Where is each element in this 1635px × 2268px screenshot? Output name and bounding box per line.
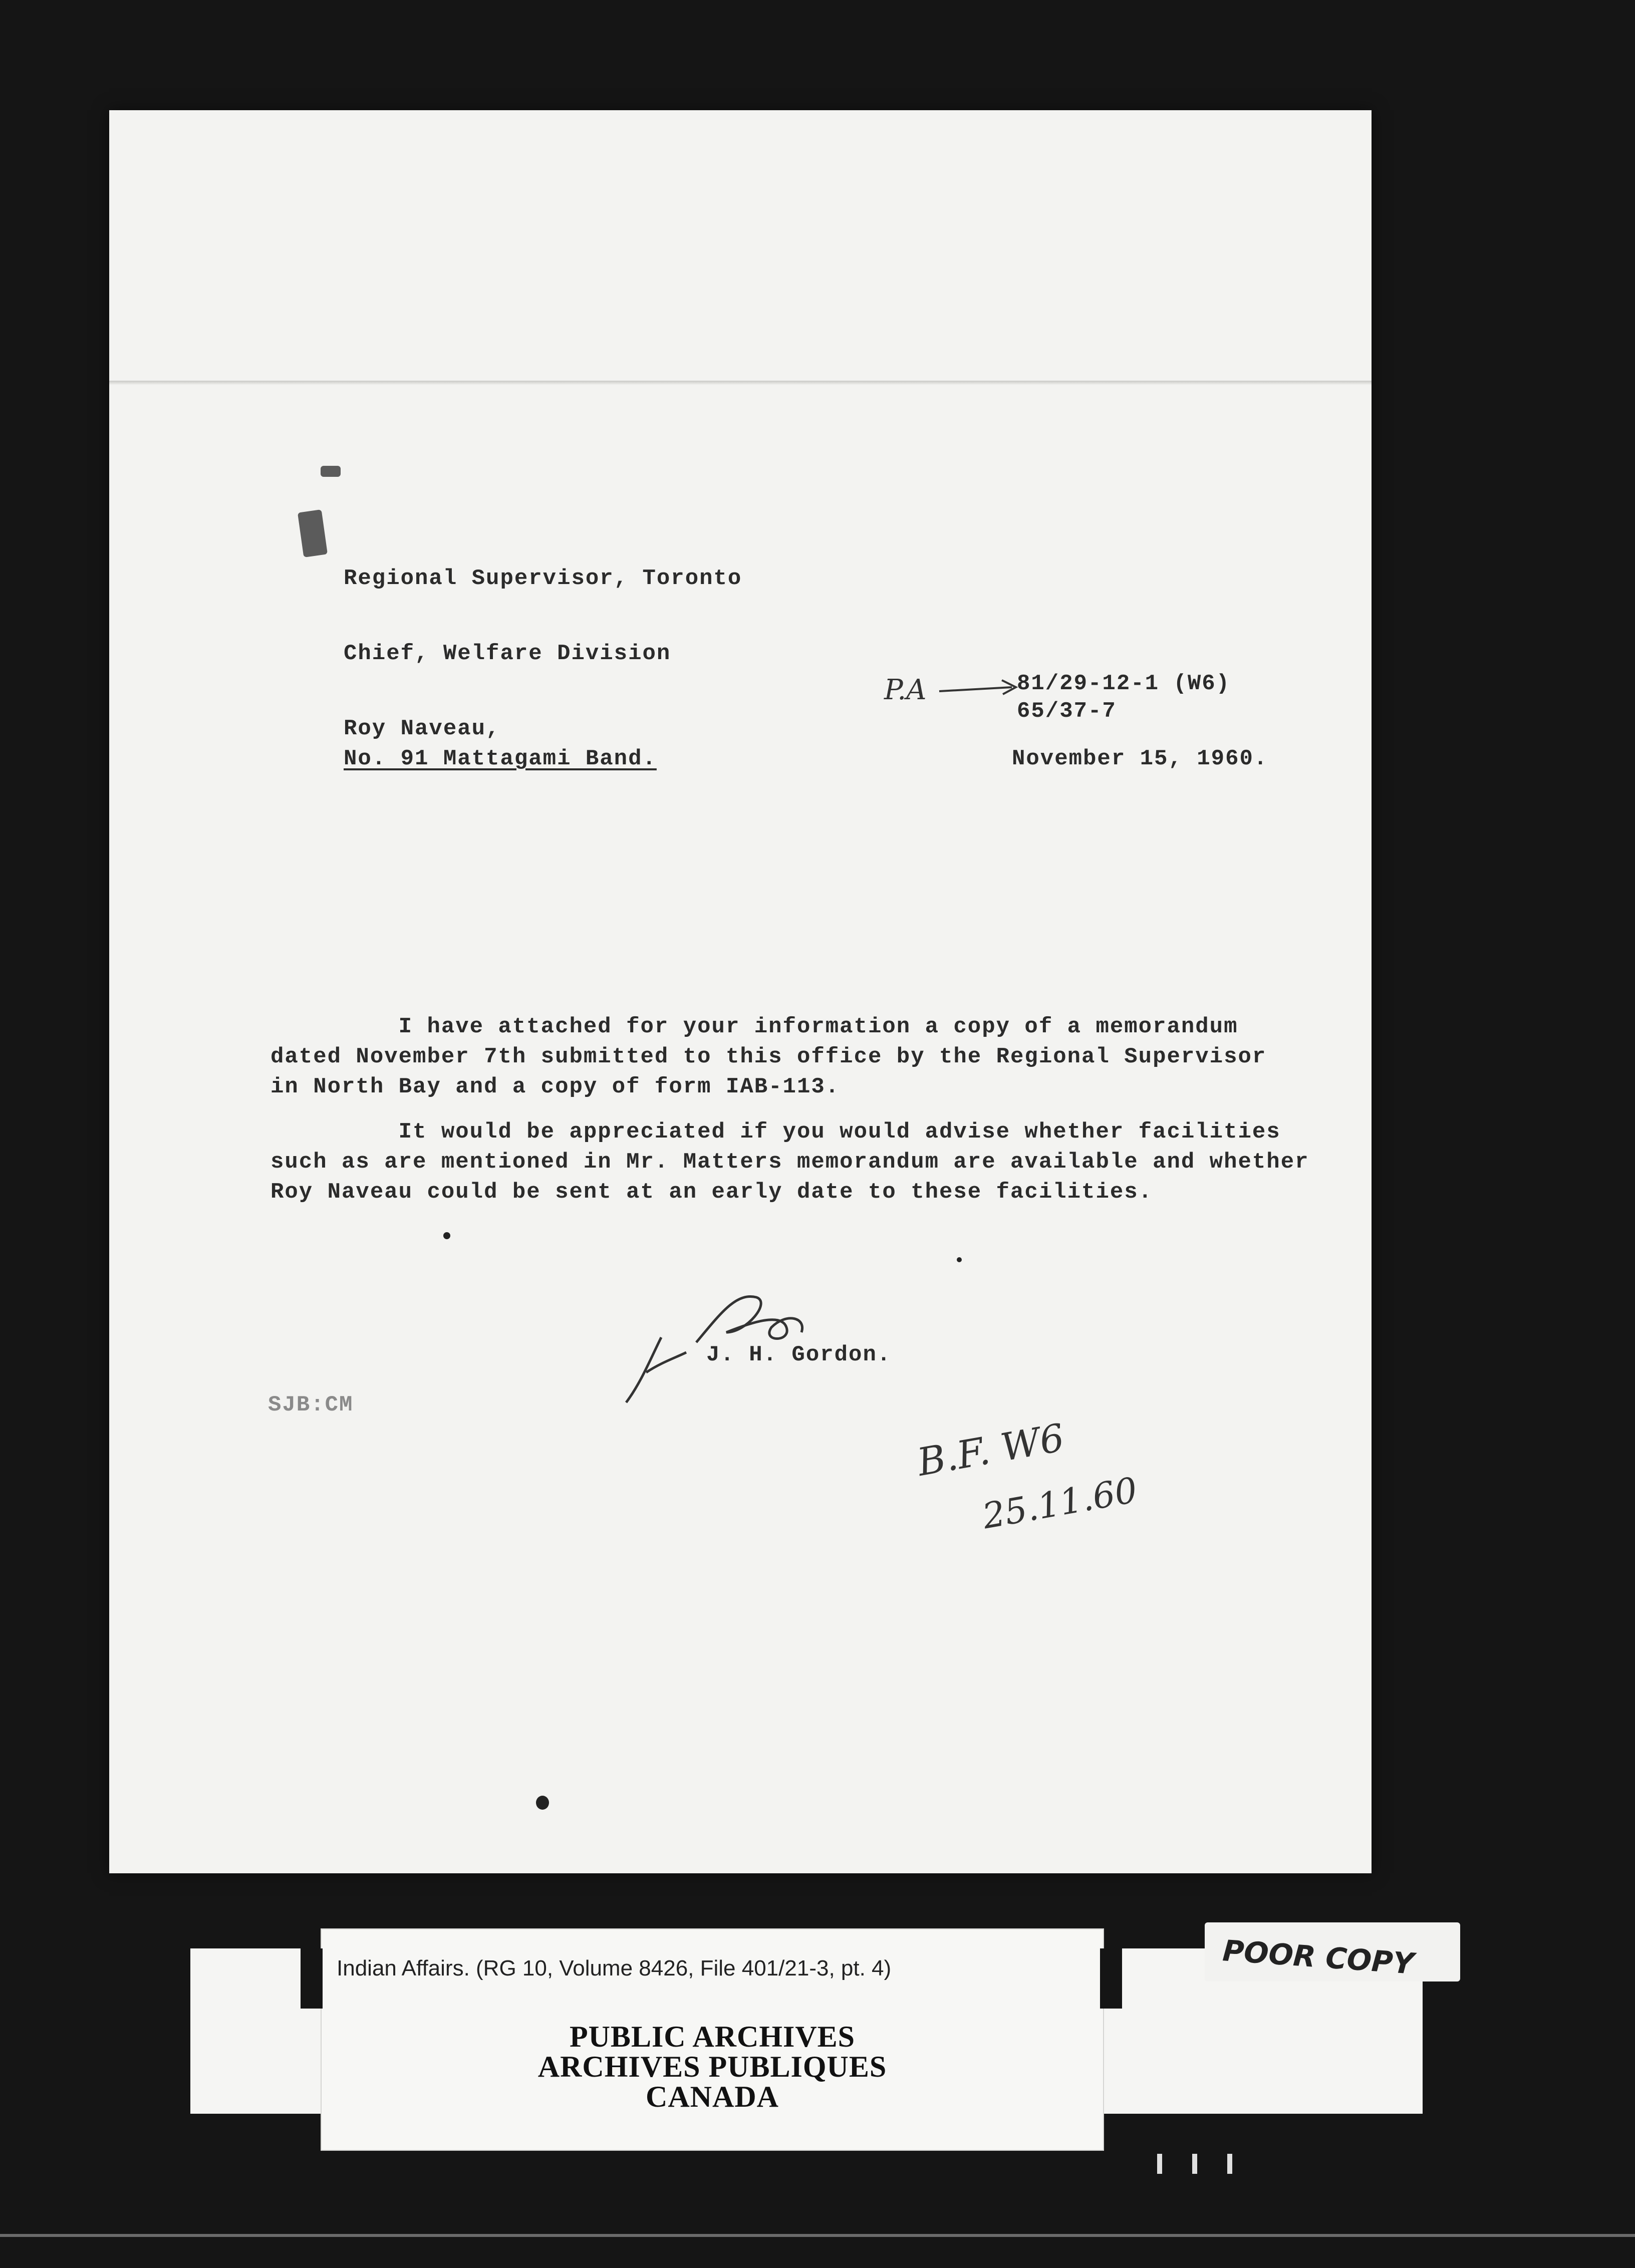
letter-sheet	[109, 110, 1372, 1873]
film-edge-mark	[1157, 2154, 1162, 2174]
body-paragraph-2-line-2: such as are mentioned in Mr. Matters memorandum are available and whether	[270, 1150, 1309, 1175]
label-notch-left	[301, 1948, 323, 2009]
pa-arrow-icon	[937, 676, 1022, 701]
letter-date: November 15, 1960.	[1012, 746, 1268, 771]
clip-top-mark	[321, 466, 341, 477]
archive-name-french: ARCHIVES PUBLIQUES	[537, 2050, 887, 2083]
letter-from: Chief, Welfare Division	[344, 641, 671, 666]
archive-name-english: PUBLIC ARCHIVES	[569, 2020, 856, 2053]
ink-speck	[536, 1796, 549, 1810]
body-paragraph-2-line-3: Roy Naveau could be sent at an early date to these facilities.	[270, 1180, 1153, 1205]
sheet-fold-line	[109, 381, 1372, 385]
ink-speck	[957, 1257, 962, 1262]
bf-handwritten-note: B.F. W6	[914, 1415, 1068, 1485]
body-paragraph-1-line-2: dated November 7th submitted to this office by the Regional Supervisor	[270, 1044, 1267, 1069]
file-reference-2: 65/37-7	[1017, 699, 1117, 724]
body-paragraph-2-line-1: It would be appreciated if you would advise whether facilities	[270, 1119, 1281, 1145]
poor-copy-text: POOR COPY	[1221, 1933, 1415, 1981]
poor-copy-stamp	[1205, 1922, 1460, 1981]
archive-reference: Indian Affairs. (RG 10, Volume 8426, File 401/21-3, pt. 4)	[337, 1956, 892, 1980]
ink-speck	[443, 1232, 450, 1239]
letter-subject-band: No. 91 Mattagami Band.	[344, 746, 657, 771]
file-reference-1: 81/29-12-1 (W6)	[1017, 671, 1231, 696]
letter-subject-name: Roy Naveau,	[344, 716, 500, 741]
label-notch-right	[1100, 1948, 1122, 2009]
bf-handwritten-date: 25.11.60	[979, 1469, 1141, 1537]
film-edge-mark	[1227, 2154, 1232, 2174]
pa-handwritten-note: P.A	[884, 674, 927, 706]
body-paragraph-1-line-3: in North Bay and a copy of form IAB-113.	[270, 1074, 840, 1099]
letter-to: Regional Supervisor, Toronto	[344, 566, 742, 591]
signatory-name: J. H. Gordon.	[706, 1342, 892, 1367]
typist-initials: SJB:CM	[268, 1392, 354, 1418]
archive-country: CANADA	[646, 2080, 779, 2113]
body-paragraph-1-line-1: I have attached for your information a copy of a memorandum	[270, 1014, 1238, 1039]
film-edge-mark	[0, 2234, 1635, 2237]
film-edge-mark	[1192, 2154, 1197, 2174]
